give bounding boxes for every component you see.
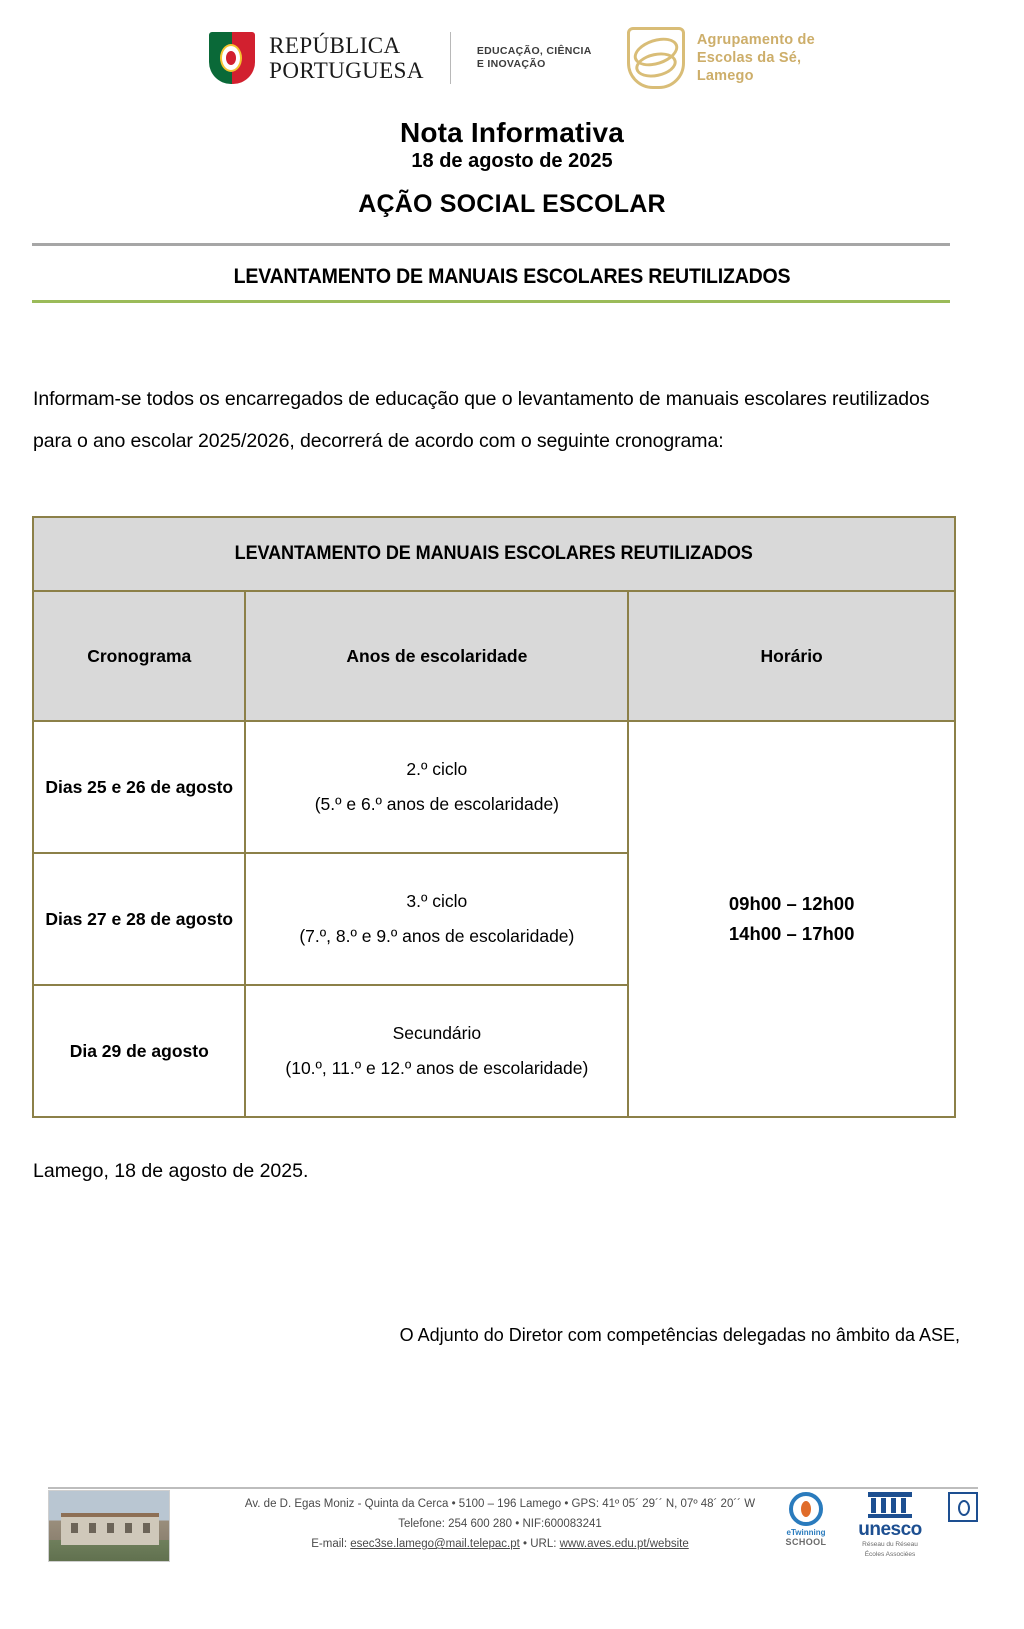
- cell-anos-detail-1: (5.º e 6.º anos de escolaridade): [314, 794, 560, 814]
- etwinning-icon: [778, 1492, 834, 1547]
- table-caption-row: [33, 517, 955, 591]
- footer-email-line: [180, 1534, 820, 1554]
- logo-divider: [450, 32, 451, 84]
- portugal-coat-of-arms-icon: [209, 32, 255, 84]
- republica-line2: PORTUGUESA: [269, 58, 424, 83]
- republica-portuguesa-logo: [209, 32, 424, 84]
- signature-line: O Adjunto do Diretor com competências delegadas no âmbito da ASE,: [399, 1325, 960, 1345]
- horario-line-1: 09h00 – 12h00: [728, 893, 855, 914]
- footer-address: Av. de D. Egas Moniz - Quinta da Cerca • 5100 – 196 Lamego • GPS: 41º 05´ 29´´ N, 07º 48´ 20´´ W: [244, 1498, 756, 1510]
- footer-phone: Telefone: 254 600 280 • NIF:600083241: [398, 1518, 602, 1530]
- cell-ciclo-3: Secundário: [392, 1023, 482, 1043]
- cell-ciclo-1: 2.º ciclo: [406, 759, 468, 779]
- footer-logos: [778, 1492, 980, 1559]
- document-date: 18 de agosto de 2025: [411, 150, 613, 172]
- unesco-subtitle-2: Écoles Associées: [864, 1551, 916, 1558]
- unesco-aspnet-icon: [946, 1492, 980, 1522]
- table-caption: [33, 517, 955, 591]
- footer-url-label: • URL:: [519, 1538, 560, 1550]
- schedule-table: [32, 516, 956, 1118]
- column-header-horario: Horário: [628, 591, 955, 721]
- agrupamento-line2: Escolas da Sé,: [696, 50, 802, 66]
- body-paragraph: Informam-se todos os encarregados de educação que o levantamento de manuais escolares reutilizados para o ano escolar 2025/2026, decorrerá de acordo com o seguinte cronograma:: [33, 388, 930, 452]
- unesco-temple-icon: [868, 1492, 912, 1518]
- page-title: Nota Informativa: [399, 117, 625, 148]
- cell-cronograma-1: Dias 25 e 26 de agosto: [33, 721, 245, 853]
- agrupamento-escolas-logo: [627, 27, 815, 89]
- table-header-row: [33, 591, 955, 721]
- footer-email-label: E-mail:: [311, 1538, 351, 1550]
- etwinning-label: eTwinning: [786, 1528, 826, 1537]
- ministry-line2: E INOVAÇÃO: [476, 58, 546, 70]
- divider-gray: [32, 243, 950, 246]
- cell-anos-detail-3: (10.º, 11.º e 12.º anos de escolaridade): [285, 1058, 589, 1078]
- column-header-anos: Anos de escolaridade: [245, 591, 628, 721]
- agrupamento-line1: Agrupamento de: [696, 32, 815, 48]
- etwinning-school-label: SCHOOL: [785, 1537, 827, 1547]
- footer-contact-info: [180, 1494, 820, 1554]
- footer-url-link[interactable]: www.aves.edu.pt/website: [559, 1538, 689, 1550]
- republica-line1: REPÚBLICA: [269, 33, 401, 58]
- ministry-label: [477, 45, 597, 71]
- school-building-photo: [48, 1490, 170, 1562]
- document-section-heading: LEVANTAMENTO DE MANUAIS ESCOLARES REUTILIZADOS: [233, 265, 791, 288]
- table-row: [33, 721, 955, 853]
- footer-divider: [48, 1487, 978, 1489]
- cell-cronograma-2: Dias 27 e 28 de agosto: [33, 853, 245, 985]
- cell-anos-3: [245, 985, 628, 1117]
- cell-anos-2: [245, 853, 628, 985]
- horario-line-2: 14h00 – 17h00: [728, 923, 855, 944]
- unesco-subtitle-1: Réseau du Réseau: [862, 1541, 918, 1548]
- closing-line: Lamego, 18 de agosto de 2025.: [33, 1160, 309, 1182]
- document-header: [0, 22, 1024, 94]
- divider-green: [32, 300, 950, 303]
- agrupamento-text: [697, 31, 815, 85]
- cell-anos-1: [245, 721, 628, 853]
- republica-portuguesa-text: [269, 33, 424, 83]
- cell-horario: [628, 721, 955, 1117]
- school-emblem-icon: [627, 27, 685, 89]
- footer-email-link[interactable]: esec3se.lamego@mail.telepac.pt: [350, 1538, 520, 1550]
- cell-anos-detail-2: (7.º, 8.º e 9.º anos de escolaridade): [299, 926, 575, 946]
- cell-cronograma-3: Dia 29 de agosto: [33, 985, 245, 1117]
- unesco-wordmark: unesco: [858, 1519, 922, 1540]
- document-subject: AÇÃO SOCIAL ESCOLAR: [358, 190, 666, 218]
- table-caption-text: LEVANTAMENTO DE MANUAIS ESCOLARES REUTILIZADOS: [234, 543, 754, 564]
- cell-ciclo-2: 3.º ciclo: [406, 891, 468, 911]
- unesco-logo: [842, 1492, 938, 1559]
- agrupamento-line3: Lamego: [696, 68, 754, 84]
- column-header-cronograma: Cronograma: [33, 591, 245, 721]
- ministry-line1: EDUCAÇÃO, CIÊNCIA: [476, 45, 592, 57]
